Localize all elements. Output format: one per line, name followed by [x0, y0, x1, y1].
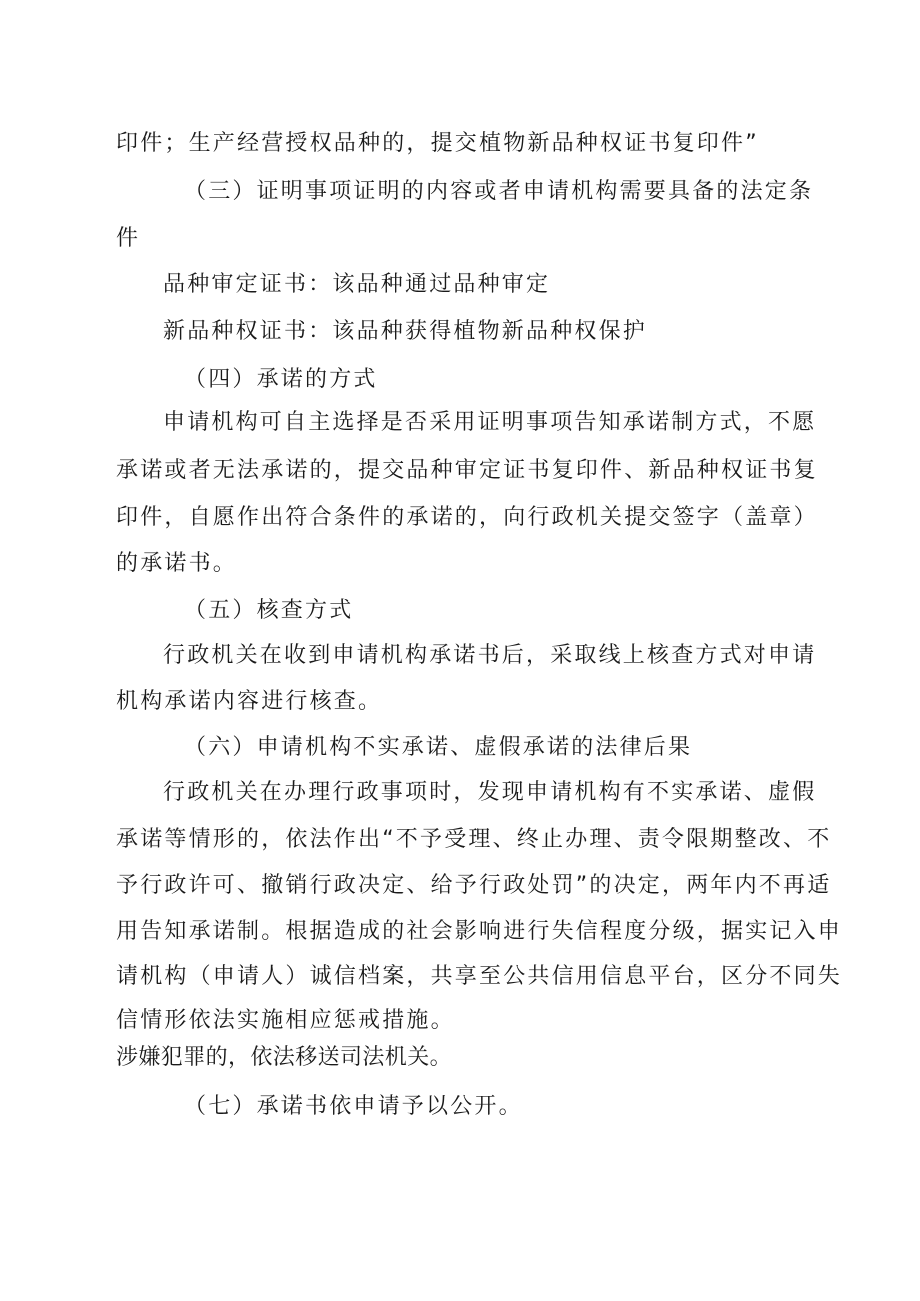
paragraph-line: 印件，自愿作出符合条件的承诺的，向行政机关提交签字（盖章）	[116, 505, 818, 530]
paragraph-line: 承诺或者无法承诺的，提交品种审定证书复印件、新品种权证书复	[116, 458, 818, 483]
paragraph-line: 信情形依法实施相应惩戒措施。	[116, 1008, 455, 1033]
paragraph-line: 行政机关在收到申请机构承诺书后，采取线上核查方式对申请	[163, 643, 817, 668]
paragraph-line: 新品种权证书：该品种获得植物新品种权保护	[163, 319, 648, 344]
paragraph-line: 用告知承诺制。根据造成的社会影响进行失信程度分级，据实记入申	[116, 919, 843, 944]
section-heading-5: （五）核查方式	[184, 598, 354, 623]
paragraph-line: 涉嫌犯罪的，依法移送司法机关。	[116, 1045, 453, 1070]
paragraph-line: 申请机构可自主选择是否采用证明事项告知承诺制方式，不愿	[163, 410, 817, 435]
paragraph-line: 印件；生产经营授权品种的，提交植物新品种权证书复印件”	[116, 131, 759, 156]
paragraph-line: 品种审定证书：该品种通过品种审定	[163, 272, 551, 297]
section-heading-3: （三）证明事项证明的内容或者申请机构需要具备的法定条	[184, 179, 814, 204]
paragraph-line: 机构承诺内容进行核查。	[116, 689, 383, 714]
paragraph-line: 承诺等情形的，依法作出“不予受理、终止办理、责令限期整改、不	[116, 827, 832, 852]
paragraph-line: 件	[116, 226, 141, 251]
section-heading-4: （四）承诺的方式	[184, 367, 378, 392]
section-heading-7: （七）承诺书依申请予以公开。	[184, 1094, 523, 1119]
paragraph-line: 予行政许可、撤销行政决定、给予行政处罚”的决定，两年内不再适	[116, 873, 832, 898]
paragraph-line: 行政机关在办理行政事项时，发现申请机构有不实承诺、虚假	[163, 780, 817, 805]
paragraph-line: 请机构（申请人）诚信档案，共享至公共信用信息平台，区分不同失	[116, 964, 843, 989]
section-heading-6: （六）申请机构不实承诺、虚假承诺的法律后果	[184, 735, 693, 760]
paragraph-line: 的承诺书。	[116, 551, 238, 576]
